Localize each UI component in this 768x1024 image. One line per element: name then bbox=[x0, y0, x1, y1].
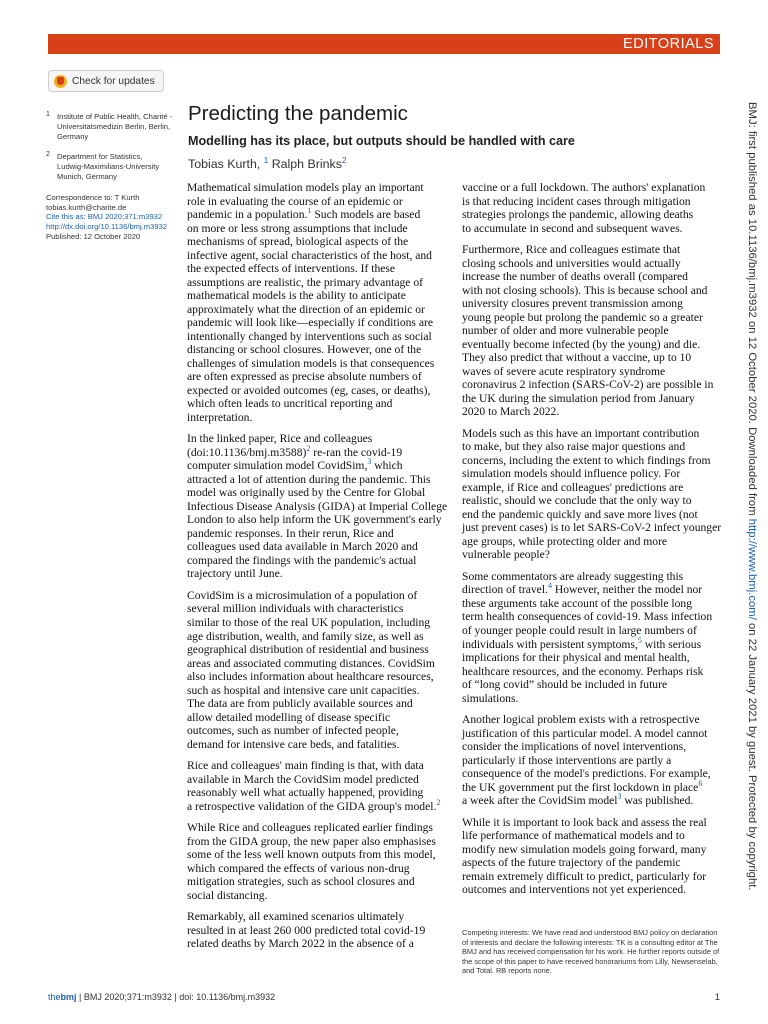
check-for-updates-button[interactable] bbox=[48, 70, 164, 92]
text-line bbox=[187, 473, 449, 487]
affiliation-line: Ludwig-Maximilians-University bbox=[57, 162, 160, 172]
text-segment: social distancing. bbox=[187, 888, 268, 902]
page-footer bbox=[48, 992, 275, 1002]
author-name: Ralph Brinks bbox=[271, 157, 342, 172]
text-segment: (doi:10.1136/bmj.m3588) bbox=[187, 445, 307, 459]
text-segment: While Rice and colleagues replicated earlier findings bbox=[187, 821, 433, 835]
text-line bbox=[462, 583, 724, 597]
text-segment: Such models are based bbox=[311, 208, 421, 222]
text-segment: intentionally changed by interventions such as social bbox=[187, 329, 432, 343]
section-banner bbox=[48, 34, 720, 54]
text-segment: Remarkably, all examined scenarios ultimately bbox=[187, 910, 405, 924]
text-segment: which bbox=[371, 459, 403, 473]
text-segment: role in evaluating the course of an epidemic or bbox=[187, 194, 403, 208]
text-segment: justification of this particular model. A model cannot bbox=[462, 726, 708, 740]
text-segment: which often leads to uncritical reporting and bbox=[187, 397, 393, 411]
text-line bbox=[187, 738, 449, 752]
text-line bbox=[462, 297, 724, 311]
paragraph bbox=[187, 821, 449, 902]
text-segment: Rice and colleagues' main finding is that, with data bbox=[187, 759, 424, 773]
text-segment: implications for their physical and mental health, bbox=[462, 651, 690, 665]
text-segment: waves of severe acute respiratory syndrome bbox=[462, 364, 666, 378]
text-line bbox=[187, 835, 449, 849]
correspondence-line: Correspondence to: T Kurth bbox=[46, 192, 140, 202]
text-line bbox=[462, 181, 724, 195]
text-segment: also includes information about healthcare resources, bbox=[187, 670, 434, 684]
text-line bbox=[187, 657, 449, 671]
text-segment: with serious bbox=[641, 637, 702, 651]
text-line bbox=[187, 249, 449, 263]
text-line bbox=[187, 208, 449, 222]
text-line bbox=[462, 257, 724, 271]
text-line bbox=[187, 222, 449, 236]
paragraph bbox=[187, 910, 449, 951]
text-segment: Mathematical simulation models play an important bbox=[187, 181, 424, 194]
reference-link[interactable]: 3 bbox=[617, 792, 622, 802]
bmj-site-link[interactable]: http://www.bmj.com/ bbox=[746, 518, 758, 620]
text-line bbox=[187, 303, 449, 317]
text-line bbox=[187, 937, 449, 951]
body-column-left bbox=[187, 181, 449, 959]
text-segment: mitigation strategies, such as school closures and bbox=[187, 875, 415, 889]
text-segment: which compared the effects of various non-drug bbox=[187, 861, 410, 875]
text-segment: end the pandemic quickly and save more lives (not bbox=[462, 507, 698, 521]
text-segment: a week after the CovidSim model bbox=[462, 794, 618, 808]
reference-link[interactable]: 2 bbox=[306, 443, 311, 453]
text-segment: just prevent cases) is to let SARS-CoV-2 infect younger bbox=[462, 521, 722, 535]
competing-interests-line: and Total. RB reports none. bbox=[462, 966, 552, 976]
text-line bbox=[462, 597, 724, 611]
affiliation-line: Department for Statistics, bbox=[57, 152, 143, 162]
text-segment: realistic, should we conclude that the only way to bbox=[462, 494, 692, 508]
affiliation-number: 2 bbox=[46, 151, 50, 159]
paragraph bbox=[187, 181, 449, 424]
text-segment: outcomes and interventions not yet experienced. bbox=[462, 883, 687, 897]
text-segment: simulation models should influence policy. For bbox=[462, 467, 681, 481]
text-line bbox=[462, 270, 724, 284]
text-line bbox=[462, 754, 724, 768]
text-line bbox=[462, 208, 724, 222]
text-line bbox=[187, 195, 449, 209]
text-line bbox=[462, 778, 724, 795]
text-segment: However, neither the model nor bbox=[551, 583, 703, 597]
text-segment: areas and associated commuting distances. CovidSim bbox=[187, 656, 435, 670]
text-line bbox=[462, 351, 724, 365]
text-line bbox=[187, 589, 449, 603]
text-segment: strategies prolongs the pandemic, allowing deaths bbox=[462, 208, 694, 222]
text-segment: such as hospital and intensive care unit capacities. bbox=[187, 683, 420, 697]
section-label: EDITORIALS bbox=[623, 36, 714, 52]
text-line bbox=[187, 370, 449, 384]
text-segment: vaccine or a full lockdown. The authors' explanation bbox=[462, 181, 706, 194]
text-line bbox=[187, 486, 449, 500]
text-line bbox=[187, 262, 449, 276]
reference-link[interactable]: 6 bbox=[698, 778, 703, 788]
text-line bbox=[187, 821, 449, 835]
competing-interests-line: Competing interests: We have read and understood BMJ policy on declaration bbox=[462, 928, 718, 937]
text-segment: example, if Rice and colleagues' predictions are bbox=[462, 480, 684, 494]
text-segment: geographical distribution of residential and business bbox=[187, 643, 429, 657]
text-line bbox=[187, 697, 449, 711]
text-line bbox=[187, 411, 449, 425]
footer-citation: | BMJ 2020;371:m3932 | doi: 10.1136/bmj.m3932 bbox=[76, 992, 276, 1002]
text-segment: Another logical problem exists with a retrospective bbox=[462, 713, 700, 727]
text-line bbox=[462, 843, 724, 857]
download-notice-before: BMJ: first published as 10.1136/bmj.m3932 on 12 October 2020. Downloaded from bbox=[746, 102, 758, 519]
text-segment: related deaths by March 2022 in the absence of a bbox=[187, 937, 414, 951]
text-line bbox=[187, 235, 449, 249]
text-line bbox=[462, 665, 724, 679]
article-authors bbox=[188, 156, 346, 171]
text-segment: In the linked paper, Rice and colleagues bbox=[187, 432, 373, 446]
text-segment: number of older and more vulnerable people bbox=[462, 324, 669, 338]
affiliation-line: Universitatsmedizin Berlin, Berlin, bbox=[57, 121, 171, 131]
article-subtitle: Modelling has its place, but outputs should be handled with care bbox=[188, 134, 575, 148]
text-segment: allow detailed modelling of disease specific bbox=[187, 710, 391, 724]
text-segment: London to also help inform the UK government's early bbox=[187, 513, 442, 527]
text-line bbox=[462, 856, 724, 870]
text-line bbox=[187, 527, 449, 541]
paragraph bbox=[462, 427, 724, 562]
text-line bbox=[462, 740, 724, 754]
text-line bbox=[187, 432, 449, 446]
text-segment: They also predict that without a vaccine, up to 10 bbox=[462, 351, 692, 365]
text-line bbox=[462, 494, 724, 508]
text-segment: pandemic will look like—especially if conditions are bbox=[187, 316, 433, 330]
text-segment: distancing or school closures. However, one of the bbox=[187, 343, 422, 357]
text-line bbox=[187, 670, 449, 684]
text-line bbox=[462, 570, 724, 584]
text-segment: consequence of the model's predictions. For example, bbox=[462, 767, 711, 781]
text-line bbox=[462, 678, 724, 692]
text-segment: modify new simulation models going forward, many bbox=[462, 842, 707, 856]
reference-link[interactable]: 4 bbox=[547, 581, 552, 591]
text-segment: the UK during the simulation period from January bbox=[462, 391, 695, 405]
text-line bbox=[187, 797, 449, 814]
text-segment: term health consequences of covid-19. Mass infection bbox=[462, 610, 713, 624]
text-segment: eventually become infected (by the young) and die. bbox=[462, 337, 701, 351]
text-segment: outcomes, such as number of infected people, bbox=[187, 724, 399, 738]
text-segment: consider the implications of novel interventions, bbox=[462, 740, 687, 754]
text-line bbox=[187, 289, 449, 303]
text-line bbox=[187, 567, 449, 581]
text-line bbox=[187, 443, 449, 460]
text-line bbox=[462, 324, 724, 338]
text-line bbox=[187, 924, 449, 938]
cite-this-as: Cite this as: BMJ 2020;371:m3932 bbox=[46, 212, 163, 222]
text-line bbox=[462, 521, 724, 535]
text-line bbox=[187, 616, 449, 630]
text-segment: particularly if those interventions are partly a bbox=[462, 753, 672, 767]
paragraph bbox=[462, 713, 724, 808]
text-segment: interpretation. bbox=[187, 410, 253, 424]
published-date: Published: 12 October 2020 bbox=[46, 231, 141, 241]
text-segment: direction of travel. bbox=[462, 583, 548, 597]
text-line bbox=[462, 378, 724, 392]
text-line bbox=[187, 862, 449, 876]
text-segment: closing schools and universities would actually bbox=[462, 256, 681, 270]
text-segment: demand for intensive care beds, and fatalities. bbox=[187, 737, 400, 751]
text-line bbox=[187, 384, 449, 398]
text-line bbox=[462, 467, 724, 481]
competing-interests-line: BMJ and has received compensation for his work. He further reports outside of bbox=[462, 947, 720, 957]
text-segment: age distribution, wealth, and family size, as well as bbox=[187, 629, 424, 643]
text-segment: colleagues used data available in March 2020 and bbox=[187, 540, 418, 554]
paragraph bbox=[462, 570, 724, 705]
text-line bbox=[462, 692, 724, 706]
text-line bbox=[462, 870, 724, 884]
text-segment: trajectory until June. bbox=[187, 567, 283, 581]
text-segment: healthcare resources, and the economy. Perhaps risk bbox=[462, 664, 704, 678]
text-line bbox=[462, 222, 724, 236]
page-number: 1 bbox=[714, 992, 720, 1003]
text-segment: some of the less well known outputs from this model, bbox=[187, 848, 436, 862]
text-segment: available in March the CovidSim model predicted bbox=[187, 772, 419, 786]
text-segment: Models such as this have an important contribution bbox=[462, 426, 700, 440]
text-line bbox=[187, 786, 449, 800]
reference-link[interactable]: 2 bbox=[436, 797, 441, 807]
text-line bbox=[462, 338, 724, 352]
text-line bbox=[187, 513, 449, 527]
text-segment: university closures prevent transmission among bbox=[462, 297, 683, 311]
text-line bbox=[462, 727, 724, 741]
author-affiliation-ref: 1 bbox=[263, 156, 269, 165]
text-segment: 2020 to March 2022. bbox=[462, 405, 560, 419]
doi-link[interactable]: http://dx.doi.org/10.1136/bmj.m3932 bbox=[46, 222, 168, 232]
text-line bbox=[462, 508, 724, 522]
affiliation-2 bbox=[46, 152, 176, 181]
text-segment: compared the findings with the pandemic's actual bbox=[187, 553, 417, 567]
competing-interests-line: of interests and declare the following interests: TK is a consulting editor at The bbox=[462, 937, 718, 947]
text-line bbox=[462, 454, 724, 468]
text-segment: Furthermore, Rice and colleagues estimate that bbox=[462, 243, 681, 257]
text-segment: to make, but they also raise major questions and bbox=[462, 440, 686, 454]
text-line bbox=[462, 883, 724, 897]
text-segment: mechanisms of spread, biological aspects of the bbox=[187, 235, 409, 249]
text-line bbox=[187, 397, 449, 411]
paragraph bbox=[462, 243, 724, 419]
text-segment: the expected effects of interventions. If these bbox=[187, 262, 396, 276]
text-line bbox=[462, 440, 724, 454]
text-segment: of “long covid” should be included in future bbox=[462, 678, 668, 692]
text-segment: pandemic in a population. bbox=[187, 208, 308, 222]
text-line bbox=[462, 794, 724, 808]
paragraph bbox=[187, 589, 449, 751]
text-line bbox=[187, 724, 449, 738]
text-line bbox=[187, 500, 449, 514]
text-line bbox=[462, 481, 724, 495]
text-segment: age groups, while protecting older and more bbox=[462, 534, 668, 548]
check-for-updates-label: Check for updates bbox=[72, 75, 155, 87]
text-line bbox=[187, 357, 449, 371]
text-line bbox=[187, 773, 449, 787]
text-segment: concerns, including the extent to which findings from bbox=[462, 453, 711, 467]
author-affiliation-ref: 2 bbox=[341, 156, 347, 165]
text-segment: pandemic responses. In their rerun, Rice and bbox=[187, 526, 394, 540]
text-line bbox=[462, 713, 724, 727]
body-column-right bbox=[462, 181, 724, 905]
text-line bbox=[187, 554, 449, 568]
affiliation-number: 1 bbox=[46, 111, 50, 118]
author-name: Tobias Kurth, bbox=[188, 157, 261, 172]
text-line bbox=[462, 635, 724, 652]
text-line bbox=[187, 276, 449, 290]
text-segment: are often expressed as precise absolute numbers of bbox=[187, 370, 422, 384]
text-segment: remain extremely difficult to predict, particularly for bbox=[462, 869, 707, 883]
text-segment: similar to those of the real UK population, including bbox=[187, 615, 431, 629]
text-line bbox=[462, 829, 724, 843]
text-segment: is that reducing incident cases through mitigation bbox=[462, 194, 691, 208]
download-notice-after: on 22 January 2021 by guest. Protected by copyright. bbox=[746, 619, 758, 891]
text-line bbox=[187, 540, 449, 554]
text-line bbox=[187, 875, 449, 889]
text-line bbox=[187, 889, 449, 903]
paragraph bbox=[187, 432, 449, 581]
text-segment: life performance of mathematical models and to bbox=[462, 829, 685, 843]
text-segment: increase the number of deaths overall (compared bbox=[462, 270, 688, 284]
text-line bbox=[187, 759, 449, 773]
text-segment: on more or less strong assumptions that include bbox=[187, 221, 408, 235]
text-segment: of younger people could result in large numbers of bbox=[462, 623, 697, 637]
reference-link[interactable]: 3 bbox=[367, 457, 372, 467]
text-segment: While it is important to look back and assess the real bbox=[462, 815, 707, 829]
reference-link[interactable]: 5 bbox=[637, 635, 642, 645]
text-line bbox=[462, 767, 724, 781]
text-segment: mathematical models is the ability to anticipate bbox=[187, 289, 406, 303]
paragraph bbox=[462, 816, 724, 897]
text-line bbox=[187, 316, 449, 330]
text-segment: The data are from publicly available sources and bbox=[187, 697, 413, 711]
text-segment: was published. bbox=[621, 794, 694, 808]
text-segment: to accumulate in second and subsequent waves. bbox=[462, 221, 683, 235]
affiliation-line: Munich, Germany bbox=[57, 171, 117, 181]
text-segment: model was originally used by the Centre for Global bbox=[187, 486, 426, 500]
text-segment: Infectious Disease Analysis (GIDA) at Imperial College bbox=[187, 499, 448, 513]
text-segment: re-ran the covid-19 bbox=[310, 445, 403, 459]
paragraph bbox=[187, 759, 449, 813]
competing-interests-line: the scope of this paper to have received honorariums from Lilly, Newsenselab, bbox=[462, 956, 718, 966]
text-segment: expected or avoided outcomes (eg, cases, or deaths), bbox=[187, 383, 431, 397]
text-segment: with not closing schools). This is because school and bbox=[462, 283, 708, 297]
text-line bbox=[462, 651, 724, 665]
text-line bbox=[187, 910, 449, 924]
text-line bbox=[462, 405, 724, 419]
footer-the: the bbox=[48, 992, 61, 1002]
text-line bbox=[462, 311, 724, 325]
text-segment: a retrospective validation of the GIDA group's model. bbox=[187, 799, 437, 813]
text-line bbox=[187, 330, 449, 344]
text-line bbox=[462, 195, 724, 209]
text-segment: from the GIDA group, the new paper also emphasises bbox=[187, 834, 436, 848]
text-line bbox=[462, 365, 724, 379]
paragraph bbox=[462, 181, 724, 235]
text-line bbox=[462, 548, 724, 562]
text-segment: attracted a lot of attention during the pandemic. This bbox=[187, 472, 431, 486]
text-line bbox=[462, 816, 724, 830]
text-line bbox=[187, 711, 449, 725]
text-line bbox=[187, 684, 449, 698]
text-segment: approximately what the direction of an epidemic or bbox=[187, 302, 425, 316]
text-segment: Some commentators are already suggesting this bbox=[462, 569, 684, 583]
text-segment: individuals with persistent symptoms, bbox=[462, 637, 638, 651]
bookmark-icon bbox=[54, 75, 67, 88]
affiliations-sidebar bbox=[46, 112, 176, 242]
text-segment: infective agent, social characteristics of the host, and bbox=[187, 248, 432, 262]
affiliation-1 bbox=[46, 112, 176, 141]
text-line bbox=[187, 848, 449, 862]
footer-bmj-logo: bmj bbox=[60, 992, 77, 1002]
text-line bbox=[462, 392, 724, 406]
text-line bbox=[187, 643, 449, 657]
text-line bbox=[462, 535, 724, 549]
text-segment: these arguments take account of the possible long bbox=[462, 596, 692, 610]
affiliation-line: Germany bbox=[57, 131, 89, 141]
text-segment: the UK government put the first lockdown in place bbox=[462, 780, 699, 794]
text-line bbox=[187, 602, 449, 616]
correspondence-email[interactable]: tobias.kurth@charite.de bbox=[46, 202, 127, 212]
text-segment: several million individuals with characteristics bbox=[187, 602, 404, 616]
text-line bbox=[462, 610, 724, 624]
text-line bbox=[462, 284, 724, 298]
text-segment: CovidSim is a microsimulation of a population of bbox=[187, 588, 418, 602]
text-segment: computer simulation model CovidSim, bbox=[187, 459, 368, 473]
text-segment: resulted in at least 260 000 predicted total covid-19 bbox=[187, 923, 426, 937]
article-title: Predicting the pandemic bbox=[188, 102, 408, 125]
competing-interests bbox=[462, 928, 724, 976]
text-line bbox=[187, 630, 449, 644]
text-segment: reasonably well what actually happened, providing bbox=[187, 786, 424, 800]
text-line bbox=[462, 624, 724, 638]
text-segment: coronavirus 2 infection (SARS-CoV-2) are possible in bbox=[462, 378, 714, 392]
download-notice bbox=[742, 102, 762, 922]
download-notice-text bbox=[742, 102, 762, 891]
text-line bbox=[187, 459, 449, 473]
text-segment: vulnerable people? bbox=[462, 548, 550, 562]
text-line bbox=[187, 343, 449, 357]
text-segment: simulations. bbox=[462, 691, 519, 705]
text-line bbox=[462, 243, 724, 257]
text-segment: assumptions are realistic, the primary advantage of bbox=[187, 275, 423, 289]
text-segment: aspects of the future trajectory of the pandemic bbox=[462, 856, 681, 870]
text-segment: challenges of simulation models is that consequences bbox=[187, 356, 435, 370]
text-line bbox=[462, 427, 724, 441]
text-segment: young people but prolong the pandemic so a greater bbox=[462, 310, 703, 324]
text-line bbox=[187, 181, 449, 195]
affiliation-line: Institute of Public Health, Charité - bbox=[57, 112, 173, 121]
reference-link[interactable]: 1 bbox=[307, 206, 312, 216]
